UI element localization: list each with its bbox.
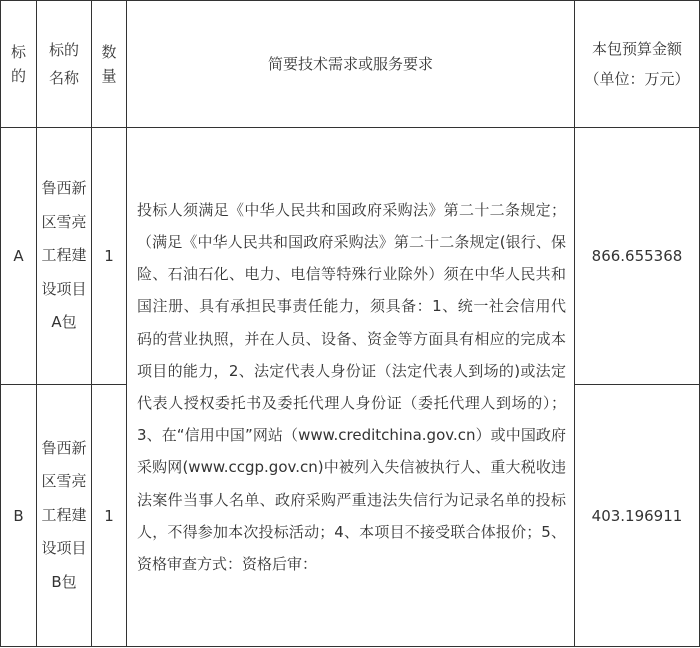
budget-cell: 403.196911 bbox=[575, 385, 700, 647]
table-row bbox=[1, 128, 700, 385]
header-name: 标的名称 bbox=[37, 1, 92, 128]
name-cell: 鲁西新区雪亮工程建设项目B包 bbox=[37, 385, 92, 647]
header-row bbox=[1, 1, 700, 128]
lot-cell: A bbox=[1, 128, 37, 385]
budget-cell: 866.655368 bbox=[575, 128, 700, 385]
lot-cell: B bbox=[1, 385, 37, 647]
header-lot: 标的 bbox=[1, 1, 37, 128]
name-cell: 鲁西新区雪亮工程建设项目A包 bbox=[37, 128, 92, 385]
header-requirements: 简要技术需求或服务要求 bbox=[127, 1, 575, 128]
quantity-cell: 1 bbox=[92, 128, 127, 385]
header-budget: 本包预算金额（单位：万元） bbox=[575, 1, 700, 128]
header-quantity: 数量 bbox=[92, 1, 127, 128]
quantity-cell: 1 bbox=[92, 385, 127, 647]
requirements-cell bbox=[127, 128, 575, 647]
requirements-text: 投标人须满足《中华人民共和国政府采购法》第二十二条规定；（满足《中华人民共和国政府采购法》第二十二条规定(银行、保险、石油石化、电力、电信等特殊行业除外）须在中华人民共和国注册、具有承担民事责任能力，须具备：1、统一社会信用代码的营业执照，并在人员、设备、资金等方面具有相应的完成本项目的能力，2、法定代表人身份证（法定代表人到场的)或法定代表人授权委托书及委托代理人身份证（委托代理人到场的）；3、在“信用中国”网站（www.creditchina.gov.cn）或中国政府采购网(www.ccgp.gov.cn)中被列入失信被执行人、重大税收违法案件当事人名单、政府采购严重违法失信行为记录名单的投标人，不得参加本次投标活动；4、本项目不接受联合体报价；5、资格审查方式：资格后审： bbox=[137, 200, 566, 574]
